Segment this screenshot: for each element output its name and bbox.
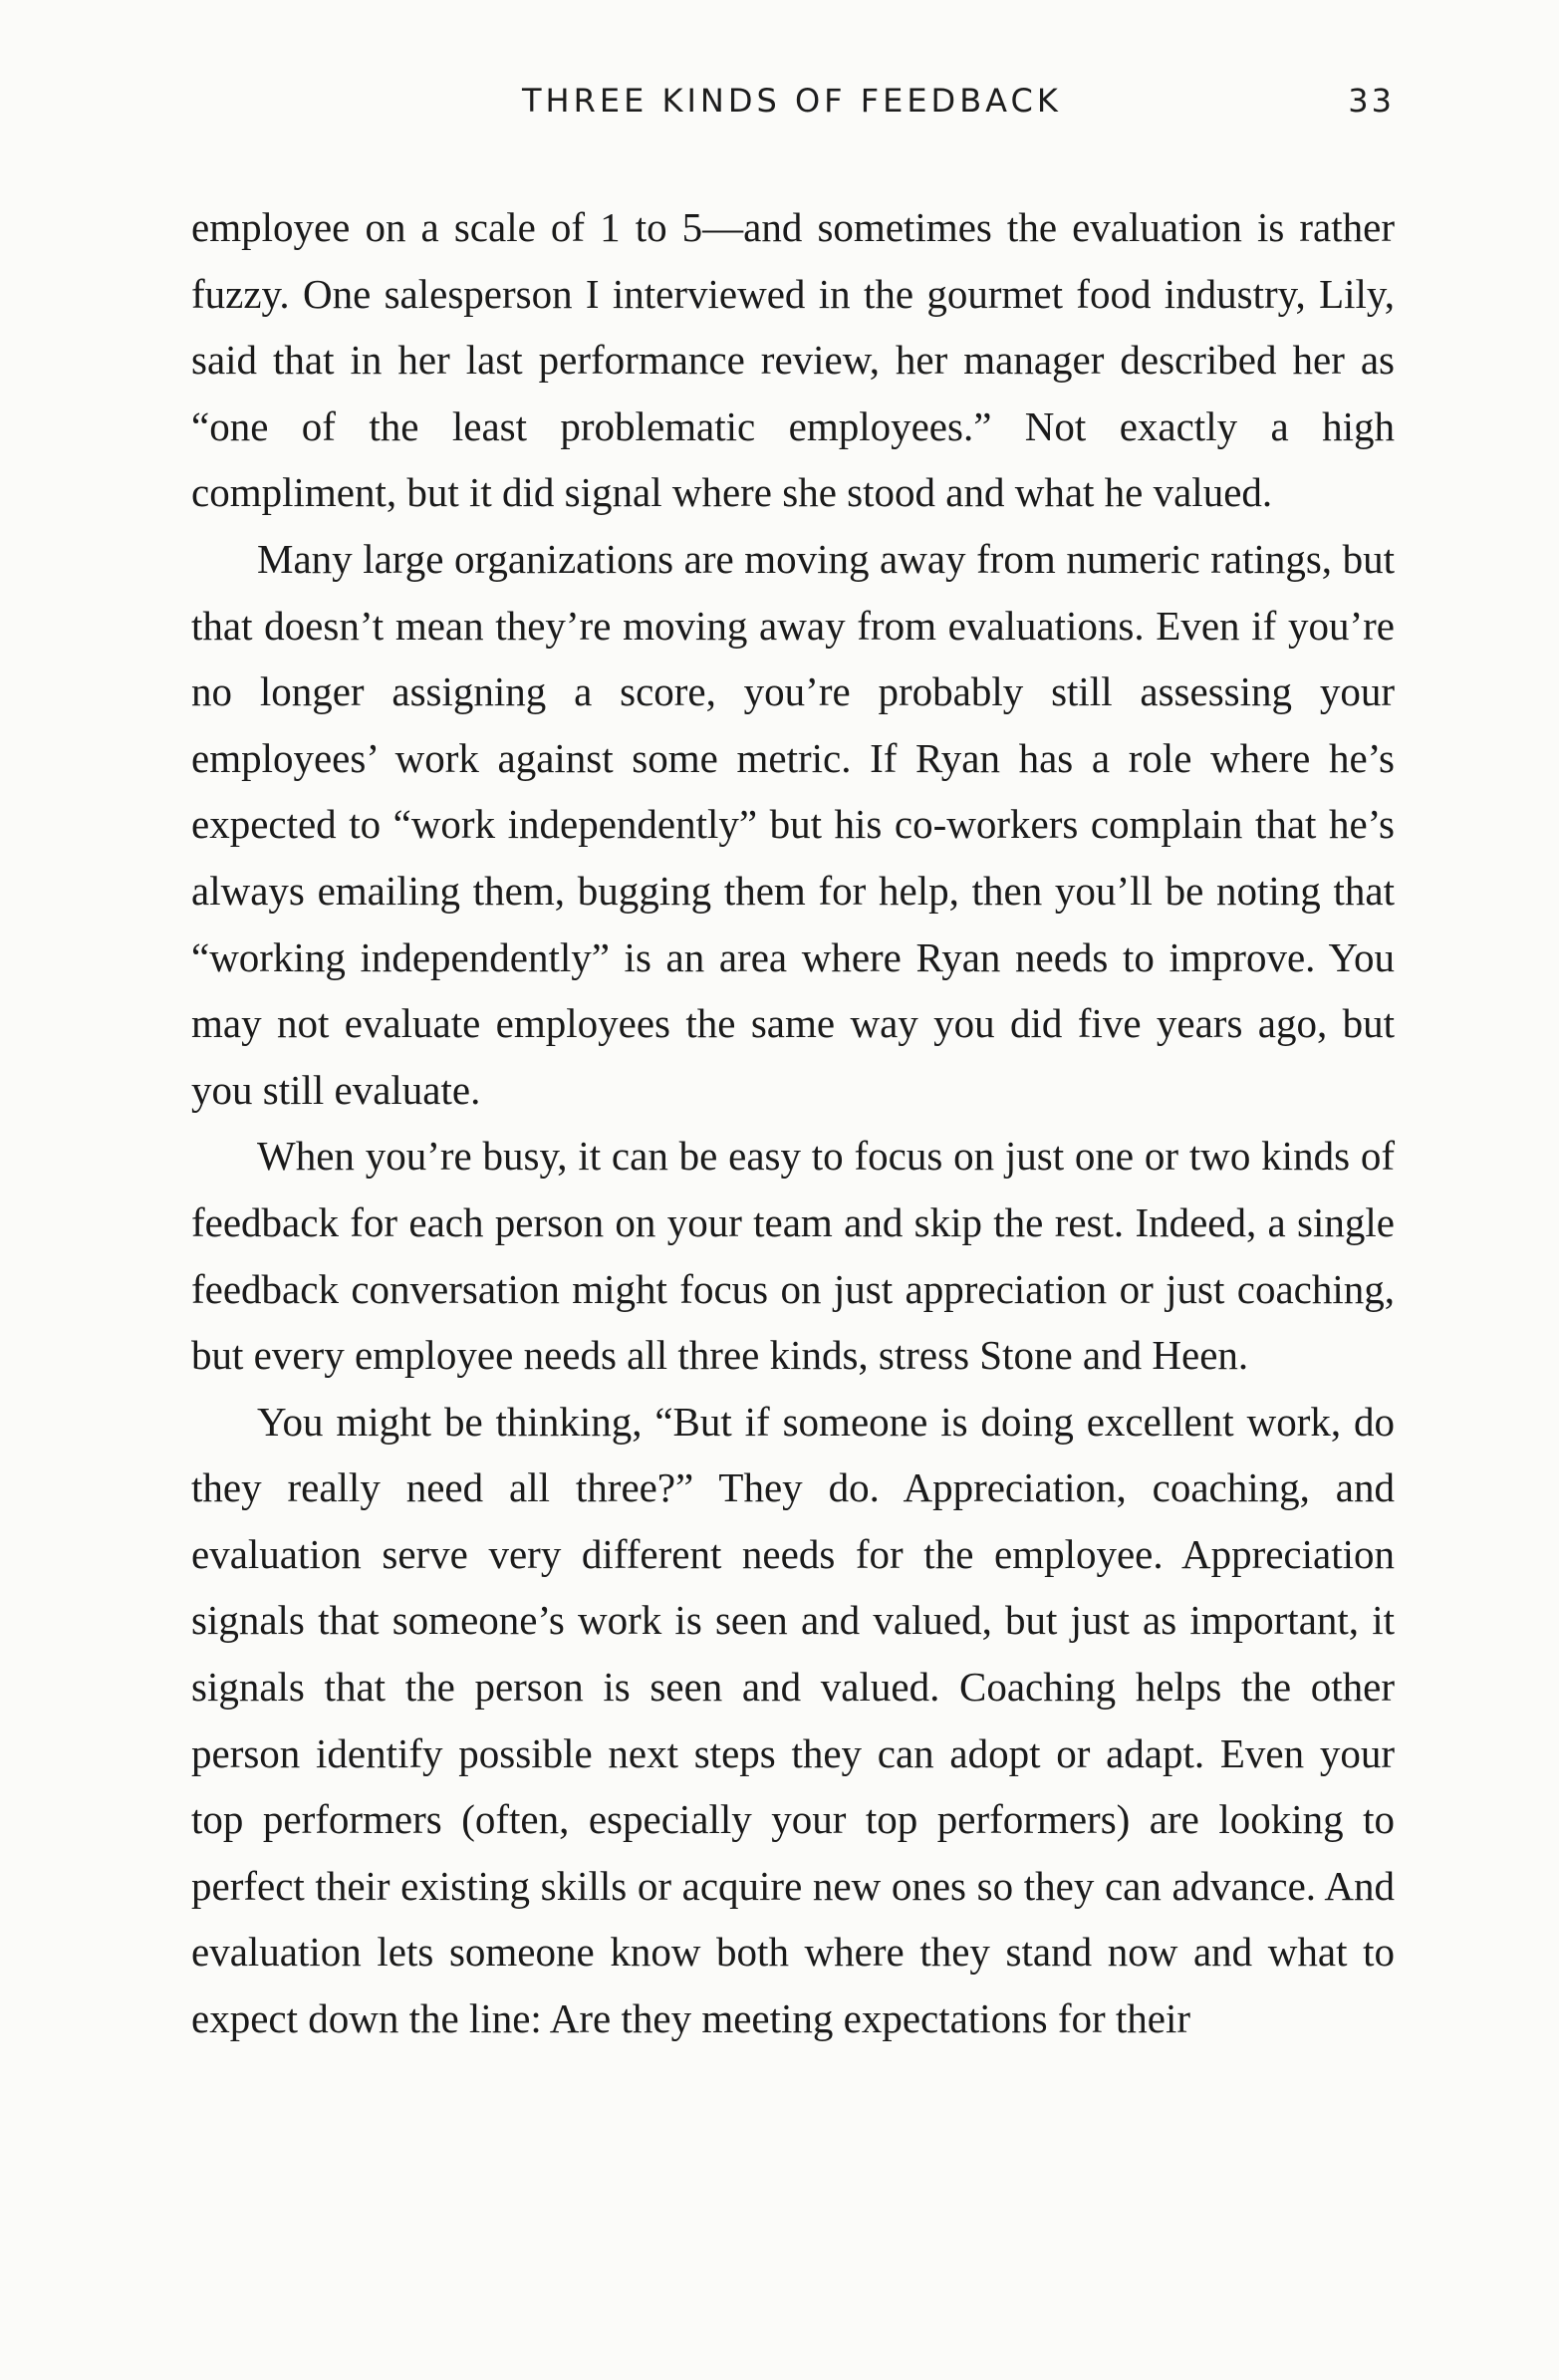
body-text bbox=[191, 194, 1395, 2052]
paragraph: Many large organizations are moving away from numeric ratings, but that doesn’t mean they’re moving away from evaluations. Even if you’re no longer assigning a score, you’re probably still assessing your employees’ work against some metric. If Ryan has a role where he’s expected to “work independently” but his co-workers complain that he’s always emailing them, bugging them for help, then you’ll be noting that “working independently” is an area where Ryan needs to improve. You may not evaluate employees the same way you did five years ago, but you still evaluate. bbox=[191, 535, 1395, 1113]
running-title: THREE KINDS OF FEEDBACK bbox=[522, 82, 1062, 120]
paragraph: When you’re busy, it can be easy to focus on just one or two kinds of feedback for each person on your team and skip the rest. Indeed, a single feedback conversation might focus on just appreciation or just coaching, but every employee needs all three kinds, stress Stone and Heen. bbox=[191, 1133, 1395, 1379]
paragraph: You might be thinking, “But if someone is doing excellent work, do they really need all three?” They do. Appreciation, coaching, and evaluation serve very different needs for the employee. Appreciation signals that someone’s work is seen and valued, but just as important, it signals that the person is seen and valued. Coaching helps the other person identify possible next steps they can adopt or adapt. Even your top performers (often, especially your top performers) are looking to perfect their existing skills or acquire new ones so they can advance. And evaluation lets someone know both where they stand now and what to expect down the line: Are they meeting expectations for their bbox=[191, 1398, 1395, 2042]
paragraph-continuation: employee on a scale of 1 to 5—and sometimes the evaluation is rather fuzzy. One salesperson I interviewed in the gourmet food industry, Lily, said that in her last performance review, her manager described her as “one of the least problematic employees.” Not exactly a high compliment, but it did signal where she stood and what he valued. bbox=[191, 204, 1395, 516]
page-number: 33 bbox=[1348, 82, 1395, 120]
running-header bbox=[0, 82, 1559, 132]
